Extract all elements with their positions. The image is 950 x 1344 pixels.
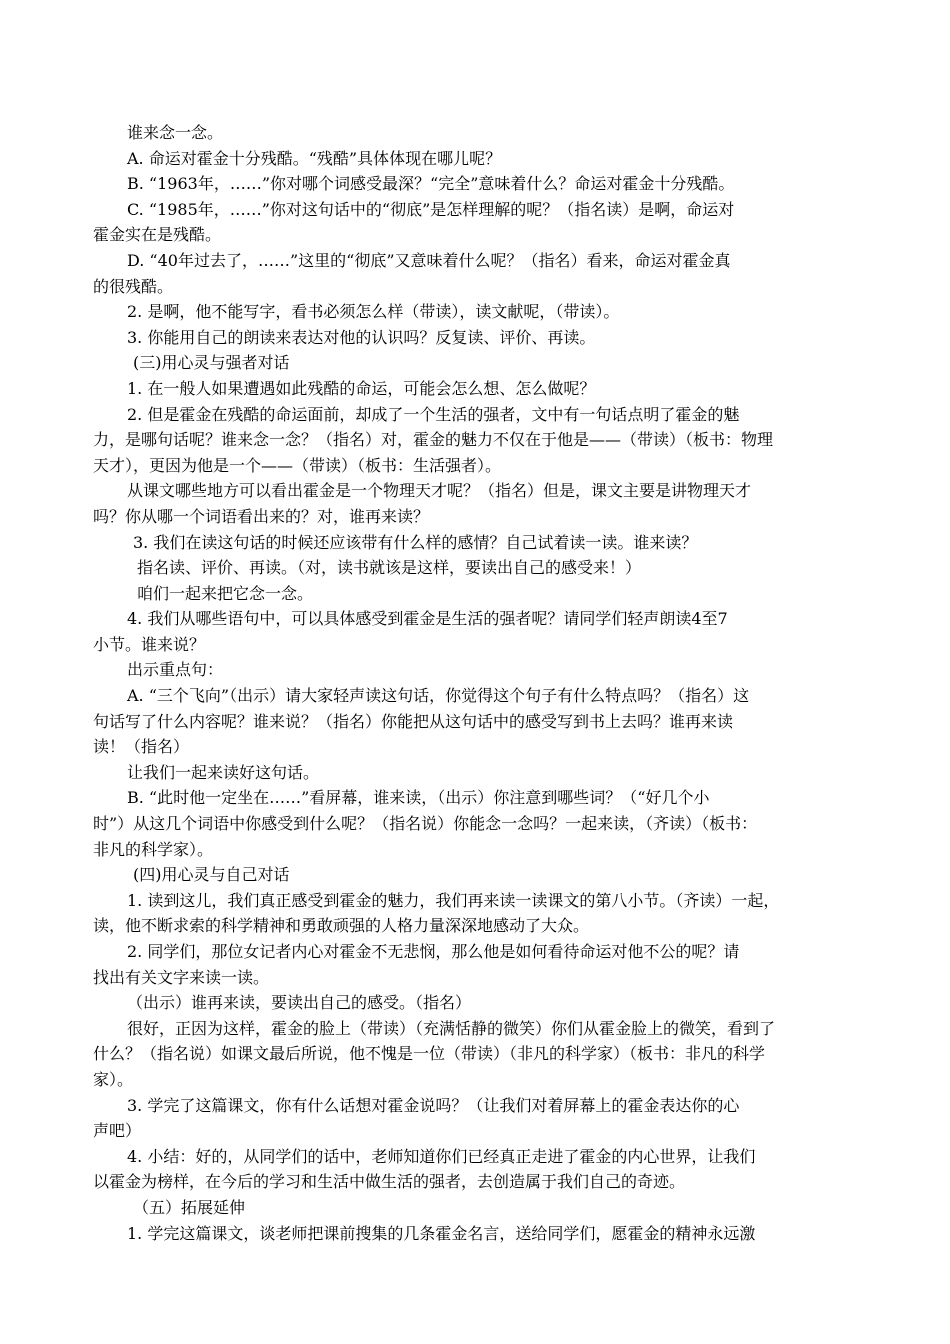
text-line: 指名读、评价、再读。（对，读书就该是这样，要读出自己的感受来！） (137, 558, 642, 578)
text-line: 出示重点句： (127, 660, 224, 680)
text-line: 吗？你从哪一个词语看出来的？对，谁再来读？ (93, 506, 430, 526)
text-line: 从课文哪些地方可以看出霍金是一个物理天才呢？（指名）但是，课文主要是讲物理天才 (127, 481, 752, 501)
text-line: C. “1985年，……”你对这句话中的“彻底”是怎样理解的呢？（指名读）是啊，命运对 (127, 199, 735, 219)
text-line: （出示）谁再来读，要读出自己的感受。（指名） (127, 993, 472, 1013)
text-line: 天才），更因为他是一个——（带读）（板书：生活强者）。 (93, 455, 502, 475)
text-line: 力，是哪句话呢？谁来念一念？（指名）对，霍金的魅力不仅在于他是——（带读）（板书：物理 (93, 430, 774, 450)
text-line: 1. 学完这篇课文，谈老师把课前搜集的几条霍金名言，送给同学们，愿霍金的精神永远激 (127, 1223, 756, 1243)
text-line: D. “40年过去了，……”这里的“彻底”又意味着什么呢？（指名）看来，命运对霍金真 (127, 250, 731, 270)
text-line: 很好，正因为这样，霍金的脸上（带读）（充满恬静的微笑）你们从霍金脸上的微笑，看到了 (127, 1018, 776, 1038)
text-line: A. “三个飞向”（出示）请大家轻声读这句话，你觉得这个句子有什么特点吗？（指名）这 (127, 686, 750, 706)
text-line: 1. 在一般人如果遭遇如此残酷的命运，可能会怎么想、怎么做呢？ (127, 378, 596, 398)
text-line: 读，他不断求索的科学精神和勇敢顽强的人格力量深深地感动了大众。 (93, 916, 590, 936)
text-line: (四)用心灵与自己对话 (133, 865, 290, 885)
text-line: 2. 同学们，那位女记者内心对霍金不无悲悯，那么他是如何看待命运对他不公的呢？请 (127, 942, 740, 961)
text-line: (三)用心灵与强者对话 (133, 353, 290, 373)
text-line: 声吧） (93, 1121, 142, 1141)
text-line: 霍金实在是残酷。 (93, 225, 222, 245)
text-line: 非凡的科学家）。 (93, 839, 214, 859)
text-line: （五）拓展延伸 (133, 1197, 246, 1217)
text-line: 什么？（指名说）如课文最后所说，他不愧是一位（带读）（非凡的科学家）（板书：非凡的科学 (93, 1044, 766, 1064)
text-line: 读！（指名） (93, 737, 190, 757)
text-line: B. “此时他一定坐在……”看屏幕，谁来读，（出示）你注意到哪些词？（“好几个小 (127, 788, 710, 808)
text-line: 的很残酷。 (93, 276, 174, 296)
text-line: 2. 是啊，他不能写字，看书必须怎么样（带读），读文献呢，（带读）。 (127, 302, 620, 322)
text-line: 找出有关文字来读一读。 (93, 967, 270, 987)
text-line: 4. 我们从哪些语句中，可以具体感受到霍金是生活的强者呢？请同学们轻声朗读4至7 (127, 609, 728, 629)
text-line: 家）。 (93, 1069, 134, 1089)
text-line: 咱们一起来把它念一念。 (137, 583, 314, 603)
text-line: 1. 读到这儿，我们真正感受到霍金的魅力，我们再来读一读课文的第八小节。（齐读）一起， (127, 890, 780, 910)
text-line: 3. 学完了这篇课文，你有什么话想对霍金说吗？（让我们对着屏幕上的霍金表达你的心 (127, 1095, 740, 1115)
text-line: 时”）从这几个词语中你感受到什么呢？（指名说）你能念一念吗？一起来读，（齐读）（板书： (93, 814, 758, 834)
text-line: 小节。谁来说？ (93, 634, 206, 654)
document-body (93, 120, 863, 1246)
text-line: 4. 小结：好的，从同学们的话中，老师知道你们已经真正走进了霍金的内心世界，让我们 (127, 1146, 756, 1166)
text-line: 让我们一起来读好这句话。 (127, 762, 320, 782)
text-line: 3. 你能用自己的朗读来表达对他的认识吗？反复读、评价、再读。 (127, 327, 596, 347)
text-line: 2. 但是霍金在残酷的命运面前，却成了一个生活的强者，文中有一句话点明了霍金的魅 (127, 404, 740, 424)
text-line: 句话写了什么内容呢？谁来说？（指名）你能把从这句话中的感受写到书上去吗？谁再来读 (93, 711, 734, 731)
text-line: A. 命运对霍金十分残酷。“残酷”具体体现在哪儿呢？ (127, 148, 502, 168)
text-line: B. “1963年，……”你对哪个词感受最深？“完全”意味着什么？命运对霍金十分残酷。 (127, 174, 735, 194)
text-line: 以霍金为榜样，在今后的学习和生活中做生活的强者，去创造属于我们自己的奇迹。 (93, 1172, 686, 1192)
text-line: 谁来念一念。 (127, 123, 224, 142)
text-line: 3. 我们在读这句话的时候还应该带有什么样的感情？自己试着读一读。谁来读？ (133, 532, 698, 552)
